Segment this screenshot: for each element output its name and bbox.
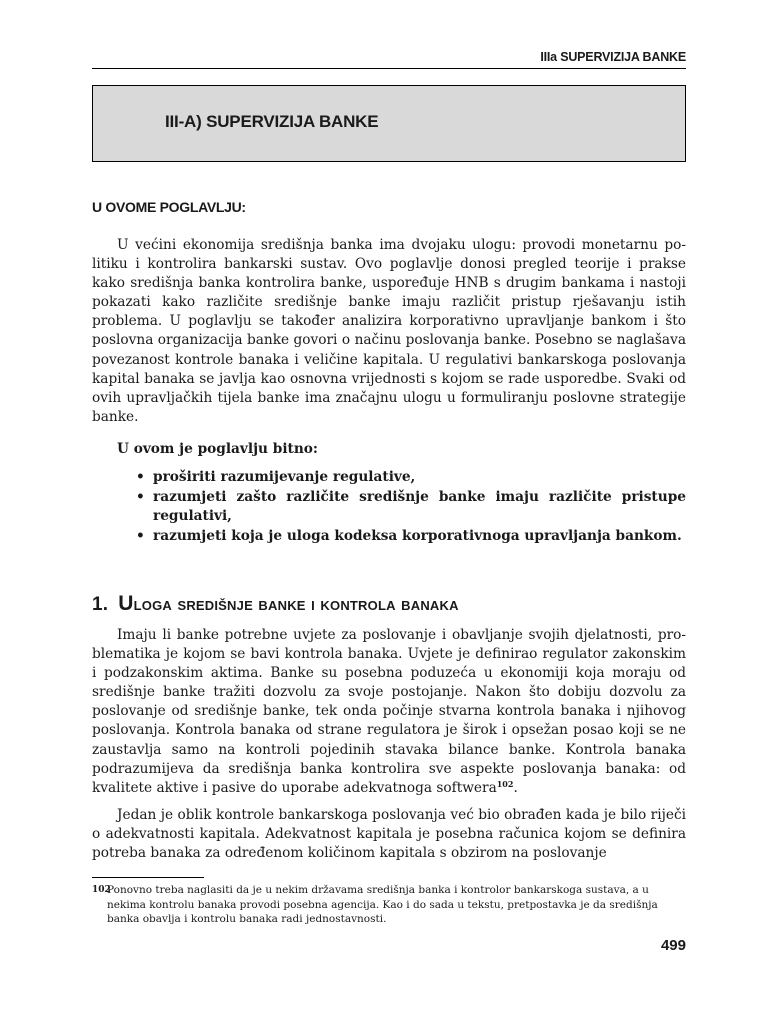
section-title-rest: loga središnje banke i kontrola banaka [133,594,459,615]
intro-heading: U OVOME POGLAVLJU: [92,199,246,215]
key-points-list [92,468,686,547]
bullet-icon: • [136,489,145,506]
chapter-title: III-A) SUPERVIZIJA BANKE [165,112,379,131]
running-header: IIIa SUPERVIZIJA BANKE [92,50,686,69]
footnote-text: Ponovno treba naglasiti da je u nekim državama središnja banka i kontrolor bankarskoga sustava, a u nekima kontrolu banaka provodi posebna agencija. Kao i do sada u tekstu, pretpostavka je da središnja banka obavlja i kontrolu banaka radi jednostavnosti. [107,884,658,925]
chapter-title-box [92,85,686,162]
page-number: 499 [660,937,686,954]
paragraph-text: Imaju li banke potrebne uvjete za poslovanje i obavljanje svojih djelatnosti, problematika je kojom se bavi kontrola banaka. Uvjete je definirao regulator zakonskim i podzakonskim aktima. Banke su posebna poduzeća u ekonomiji koja moraju od središnje banke tražiti dozvolu za svoje postojanje. Nakon što dobiju dozvolu za poslovanje od središnje banke, tek onda počinje stvarna kontrola banaka i njihovog poslovanja. Kontrola banaka od strane regulatora je širok i opsežan posao koji se ne zaustavlja samo na kontroli pojedinih stavaka bilance banke. Kontrola banaka podrazumijeva da središnja banka kontrolira sve aspekte poslovanja banaka: od kvalitete aktive i pasive do uporabe adekvatnoga softwera [92,627,686,796]
footnote [92,883,686,927]
section-title-initial: U [118,592,134,615]
list-item-text: razumjeti koja je uloga kodeksa korporativnoga upravljanja bankom. [153,528,682,545]
footnote-divider [92,877,204,878]
list-item [92,488,686,526]
bullet-icon: • [136,469,145,485]
section-number: 1. [92,594,109,615]
lead-text: U ovom je poglavlju bitno: [117,441,318,457]
section-1-paragraph-2: Jedan je oblik kontrole bankarskoga poslovanja već bio obrađen kada je bilo riječi o adekvatnosti kapitala. Adekvatnost kapitala je posebna računica kojom se definira potreba banaka za određenom količinom kapitala s obzirom na poslovanje [92,806,686,862]
list-item [92,468,686,487]
intro-paragraph: U većini ekonomija središnja banka ima dvojaku ulogu: provodi monetarnu politiku i kontrolira bankarski sustav. Ovo poglavlje donosi pregled teorije i prakse kako središnja banka kontrolira banke, uspoređuje HNB s drugim bankama i nastoji pokazati kako različite središnje banke imaju različit pristup rješavanju istih problema. U poglavlju se također analizira korporativno upravljanje bankom i što poslovna organizacija banke govori o načinu poslovanja banke. Posebno se naglašava povezanost kontrole banaka i veličine kapitala. U regulativi bankarskoga poslovanja kapital banaka se javlja kao osnovna vrijednosti s kojom se rade usporedbe. Svaki od ovih upravljačkih tijela banke ima značajnu ulogu u formuliranju poslovne strategije banke. [92,237,686,425]
footnote-reference: 102 [496,778,514,789]
list-item [92,527,686,546]
section-1-heading [92,592,459,616]
footnote-number: 102 [92,885,111,895]
section-1-paragraph-1 [92,626,686,798]
intro-text [92,236,686,427]
list-item-text: razumjeti zašto različite središnje banke imaju različite pristupe regulativi, [153,489,686,525]
list-item-text: proširiti razumijevanje regulative, [153,469,416,485]
section-1-body [92,626,686,863]
bullet-icon: • [136,528,145,545]
paragraph-end: . [513,779,518,796]
